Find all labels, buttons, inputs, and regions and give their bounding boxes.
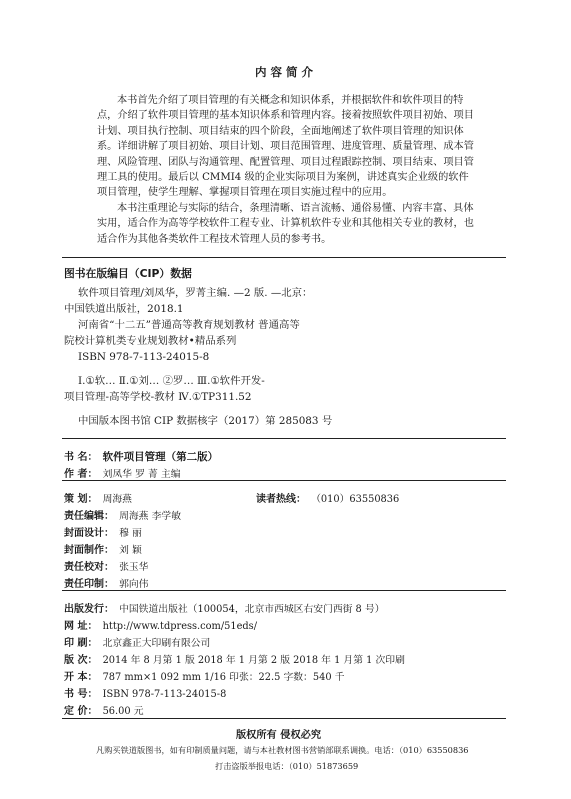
staff-label: 封面设计： [64, 528, 114, 539]
book-title-label: 书 名： [64, 452, 98, 463]
intro-paragraph-1: 本书首先介绍了项目管理的有关概念和知识体系，并根据软件和软件项目的特点，介绍了软件项目管理的基本知识体系和管理内容。接着按照软件项目初始、项目计划、项目执行控制、项目结束的四个阶段，全面地阐述了软件项目管理的知识体系。详细讲解了项目初始、项目计划、项目范围管理、进度管理、质量管理、成本管理、风险管理、团队与沟通管理、配置管理、项目过程跟踪控制、项目结束、项目管理工具的使用。最后以 CMMI4 级的企业实际项目为案例，讲述真实企业级的软件项目管理，使学生理解、掌握项目管理在项目实施过程中的应用。 [97, 95, 474, 199]
divider-book [62, 438, 506, 439]
publication-value: 787 mm×1 092 mm 1/16 印张：22.5 字数：540 千 [102, 672, 345, 683]
publication-label: 网 址： [64, 621, 98, 632]
staff-value: 张玉华 [119, 562, 149, 573]
staff-label: 封面制作： [64, 545, 114, 556]
intro-paragraph-2: 本书注重理论与实际的结合，条理清晰、语言流畅、通俗易懂、内容丰富、具体实用，适合作为高等学校软件工程专业、计算机软件专业和其他相关专业的教材，也适合作为其他各类软件工程技术管理人员的参考书。 [97, 202, 474, 245]
publication-label: 印 刷： [64, 638, 98, 649]
staff-value: 穆 丽 [119, 528, 142, 539]
staff-value: 周海燕 李学敏 [119, 511, 181, 522]
intro-body [97, 93, 474, 247]
cip-line: ISBN 978-7-113-24015-8 [78, 351, 210, 363]
hotline-row [256, 487, 399, 506]
publication-label: 书 号： [64, 689, 98, 700]
staff-label: 责任校对： [64, 562, 114, 573]
book-title-value: 软件项目管理（第二版） [102, 451, 219, 463]
publication-value: http://www.tdpress.com/51eds/ [102, 621, 258, 632]
hotline-label: 读者热线： [256, 494, 306, 505]
book-author-value: 刘凤华 罗 菁 主编 [102, 469, 181, 480]
staff-label: 策 划： [64, 494, 98, 505]
publication-value: 56.00 元 [102, 706, 144, 717]
publication-row [64, 699, 144, 718]
publication-label: 出版发行： [64, 604, 114, 615]
staff-value: 周海燕 [102, 494, 132, 505]
publication-value: 2014 年 8 月第 1 版 2018 年 1 月第 2 版 2018 年 1 月第 1 次印刷 [102, 655, 405, 666]
publication-value: 中国铁道出版社（100054，北京市西城区右安门西街 8 号） [119, 604, 385, 615]
publication-value: ISBN 978-7-113-24015-8 [102, 689, 227, 700]
publication-value: 北京鑫正大印刷有限公司 [102, 638, 211, 649]
divider-publication [62, 590, 506, 591]
divider-staff [62, 480, 506, 481]
staff-value: 郭向伟 [119, 579, 149, 590]
cip-line: 中国铁道出版社，2018.1 [64, 303, 184, 315]
cip-line: 软件项目管理/刘凤华，罗菁主编. —2 版. —北京： [78, 287, 313, 299]
cip-line: 项目管理-高等学校-教材 Ⅳ.①TP311.52 [64, 391, 252, 403]
staff-value: 刘 颖 [119, 545, 142, 556]
rights-notice: 版权所有 侵权必究 [236, 730, 322, 741]
cip-line: 河南省“十二五”普通高等教育规划教材 普通高等 [78, 319, 300, 331]
piracy-hotline: 打击盗版举报电话：（010）51873659 [215, 761, 359, 771]
divider-footer [62, 718, 506, 719]
publication-label: 版 次： [64, 655, 98, 666]
publication-label: 开 本： [64, 672, 98, 683]
book-author-label: 作 者： [64, 469, 98, 480]
publication-label: 定 价： [64, 706, 98, 717]
cip-line: Ⅰ.①软… Ⅱ.①刘… ②罗… Ⅲ.①软件开发- [78, 375, 265, 387]
staff-label: 责任编辑： [64, 511, 114, 522]
cip-line: 中国版本图书馆 CIP 数据核字（2017）第 285083 号 [78, 415, 333, 427]
cip-heading: 图书在版编目（CIP）数据 [64, 267, 192, 280]
staff-row [64, 572, 148, 591]
hotline-value: （010）63550836 [311, 494, 400, 505]
staff-label: 责任印制： [64, 579, 114, 590]
book-author-row [64, 462, 181, 481]
intro-title: 内 容 简 介 [255, 65, 314, 79]
divider-cip [62, 257, 506, 258]
quality-notice: 凡购买铁道版图书，如有印制质量问题，请与本社教材图书营销部联系调换。电话：（010）63550836 [96, 745, 469, 755]
cip-line: 院校计算机类专业规划教材•精品系列 [64, 335, 237, 347]
